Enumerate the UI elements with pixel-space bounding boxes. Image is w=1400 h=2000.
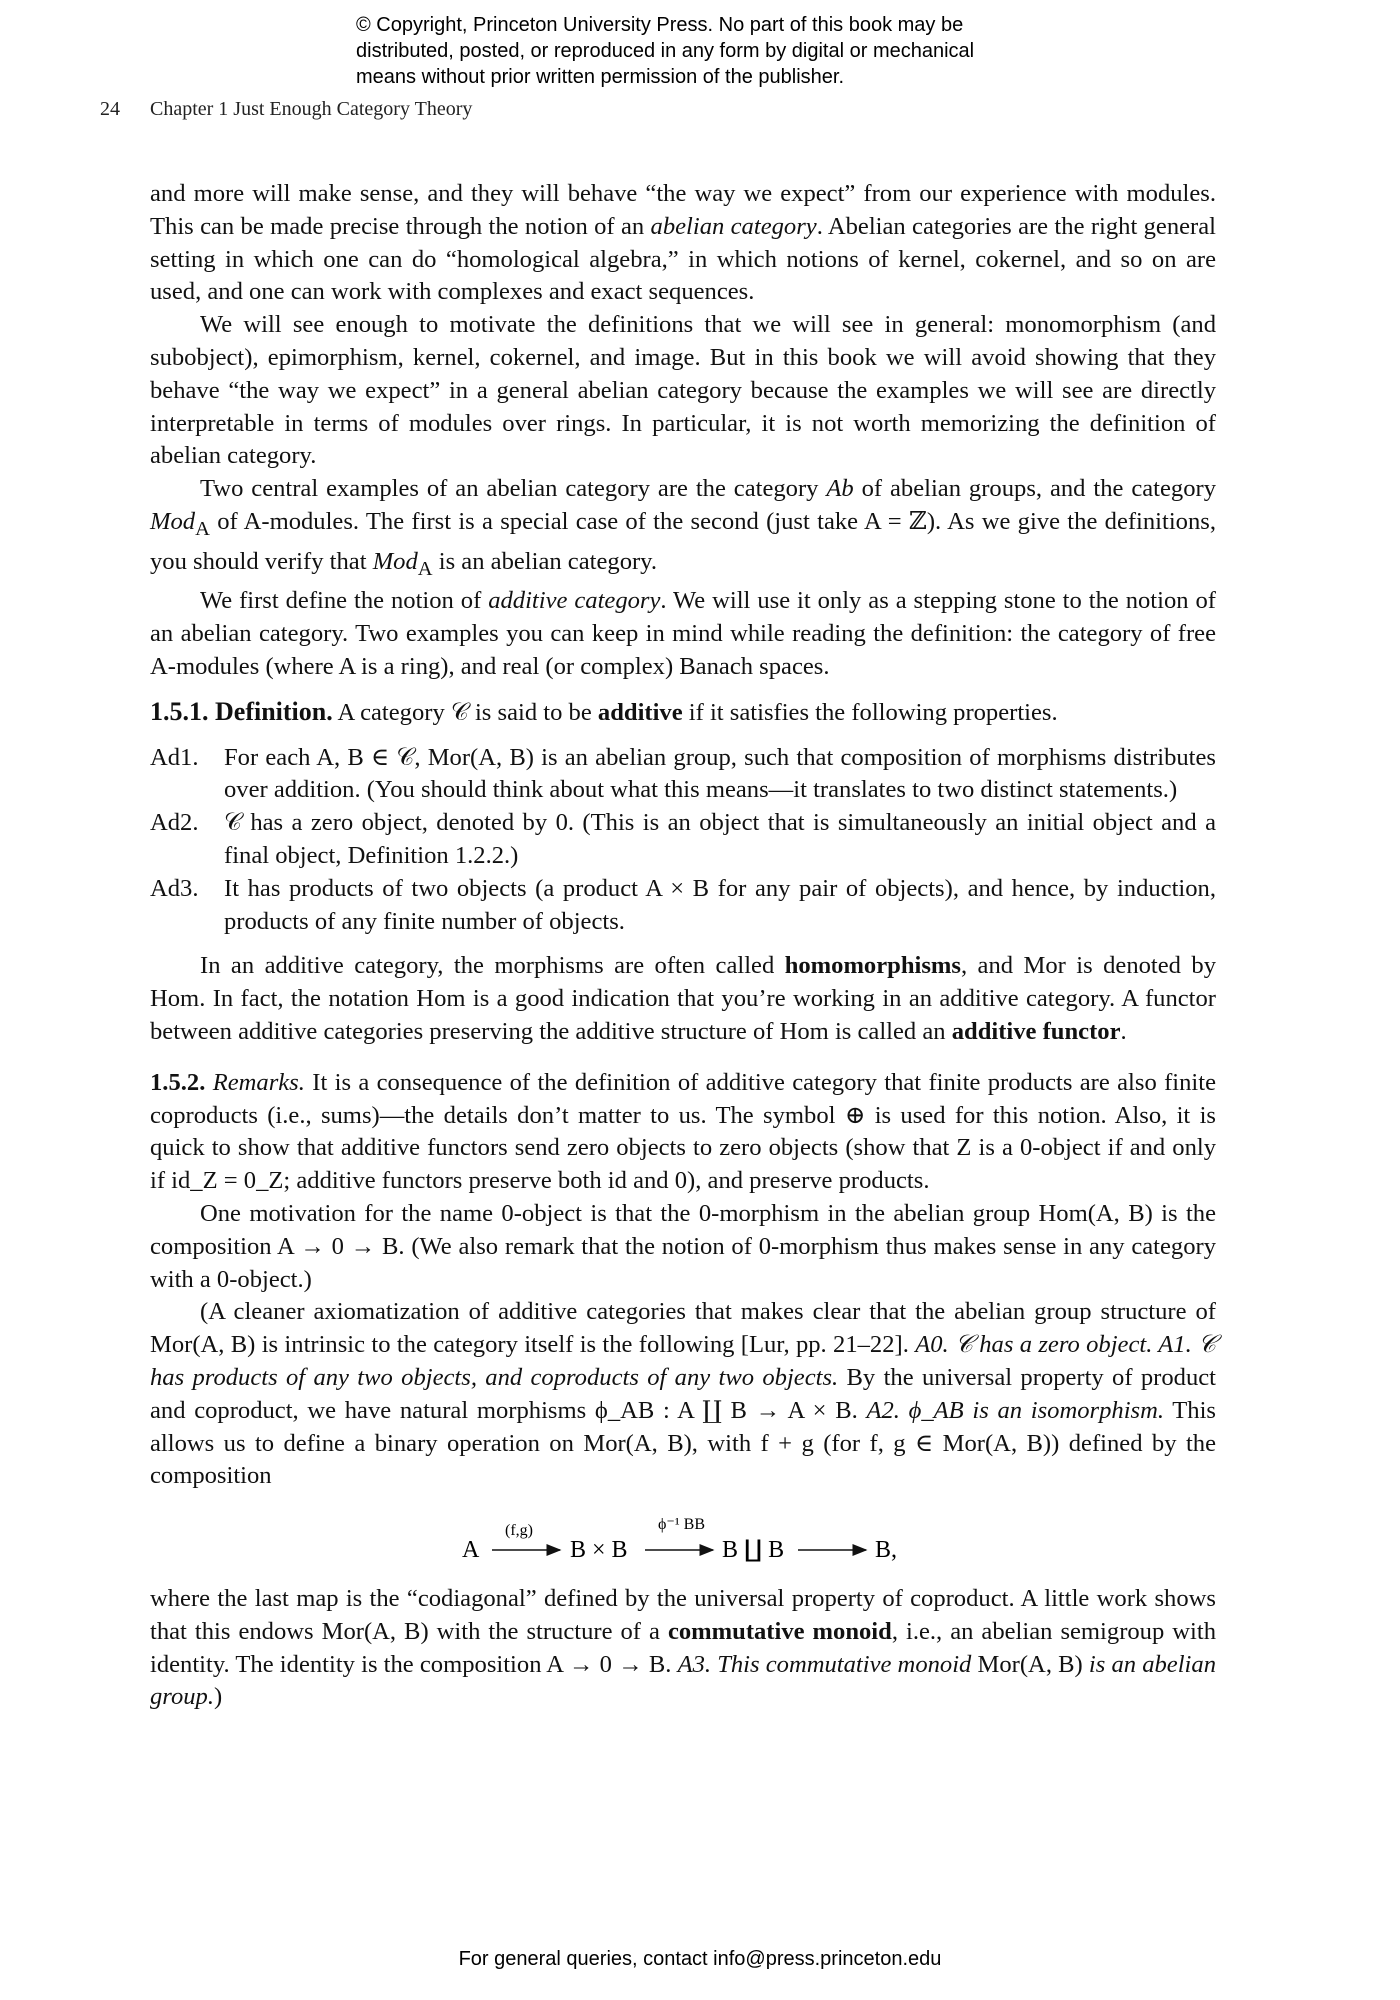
list-item: Ad1. For each A, B ∈ 𝒞, Mor(A, B) is an abelian group, such that composition of morphisms distributes over addition. (You should think about what this means—it translates to two distinct statements.) (150, 743, 1216, 804)
paragraph: In an additive category, the morphisms are often called homomorphisms, and Mor is denoted by Hom. In fact, the notation Hom is a good indication that you’re working in an additive category. A functor between additive categories preserving the additive structure of Hom is called an additive functor. (150, 952, 1217, 1045)
diagram-node: A (462, 1537, 480, 1564)
list-item: Ad3. It has products of two objects (a product A × B for any pair of objects), and hence, by induction, products of any finite number of objects. (150, 874, 1216, 935)
copyright-line: distributed, posted, or reproduced in any form by digital or mechanical (356, 40, 975, 62)
diagram-node: B × B (570, 1537, 628, 1564)
paragraph: One motivation for the name 0-object is that the 0-morphism in the abelian group Hom(A, B) is the composition A → 0 → B. (We also remark that the notion of 0-morphism thus makes sense in any category with a 0-object.) (150, 1199, 1216, 1293)
paragraph: Two central examples of an abelian category are the category Ab of abelian groups, and the category Mod$_A$ of A-modules. The first is a special case of the second (just take A = ℤ). As we give the definitions, you should verify that Mod$_A$ is an abelian category. (150, 475, 1216, 580)
copyright-line: © Copyright, Princeton University Press. No part of this book may be (356, 14, 964, 36)
paragraph: where the last map is the “codiagonal” defined by the universal property of coproduct. A little work shows that this endows Mor(A, B) with the structure of a commutative monoid, i.e., an abelian semigroup with identity. The identity is the composition A → 0 → B. A3. This commutative monoid Mor(A, B) is an abelian group.) (150, 1585, 1217, 1711)
remarks-paragraph: 1.5.2. Remarks. It is a consequence of the definition of additive category that finite products are also finite coproducts (i.e., sums)—the details don’t matter to us. The symbol ⊕ is used for this notion. Also, it is quick to show that additive functors send zero objects to zero objects (show that Z is a 0-object if and only if id_Z = 0_Z; additive functors preserve both id and 0), and preserve products. (150, 1068, 1216, 1195)
paragraph: We will see enough to motivate the definitions that we will see in general: monomorphism (and subobject), epimorphism, kernel, cokernel, and image. But in this book we will avoid showing that they behave “the way we expect” in a general abelian category because the examples we will see are directly interpretable in terms of modules over rings. In particular, it is not worth memorizing the definition of abelian category. (150, 311, 1216, 470)
paragraph: We first define the notion of additive category. We will use it only as a stepping stone to the notion of an abelian category. Two examples you can keep in mind while reading the definition: the category of free A-modules (where A is a ring), and real (or complex) Banach spaces. (150, 587, 1216, 680)
chapter-title: Chapter 1 Just Enough Category Theory (150, 98, 473, 120)
arrow-label: ϕ⁻¹ BB (658, 1516, 706, 1534)
page-body (150, 178, 1216, 1714)
diagram-node: B, (875, 1537, 898, 1564)
arrow-label: (f,g) (505, 1522, 533, 1540)
paragraph: (A cleaner axiomatization of additive categories that makes clear that the abelian group structure of Mor(A, B) is intrinsic to the category itself is the following [Lur, pp. 21–22]. A0. 𝒞 has a zero object. A1. 𝒞 has products of any two objects, and coproducts of any two objects. By the universal property of product and coproduct, we have natural morphisms ϕ_AB : A ∐ B → A × B. A2. ϕ_AB is an isomorphism. This allows us to define a binary operation on Mor(A, B), with f + g (for f, g ∈ Mor(A, B)) defined by the composition (150, 1298, 1217, 1490)
list-item: Ad2. 𝒞 has a zero object, denoted by 0. (This is an object that is simultaneously an initial object and a final object, Definition 1.2.2.) (150, 809, 1216, 869)
definition-heading: 1.5.1. Definition. A category 𝒞 is said to be additive if it satisfies the following properties. (150, 696, 1058, 726)
diagram-svg (150, 1493, 1216, 1583)
paragraph: and more will make sense, and they will behave “the way we expect” from our experience with modules. This can be made precise through the notion of an abelian category. Abelian categories are the right general setting in which one can do “homological algebra,” in which notions of kernel, cokernel, and so on are used, and one can work with complexes and exact sequences. (150, 180, 1216, 306)
footer-contact: For general queries, contact info@press.princeton.edu (458, 1948, 942, 1970)
diagram-node: B ∐ B (722, 1537, 785, 1564)
copyright-line: means without prior written permission of the publisher. (356, 66, 845, 88)
running-head (100, 98, 472, 121)
copyright-notice (356, 12, 1116, 90)
composition-diagram (150, 1493, 1216, 1583)
page-number: 24 (100, 98, 120, 120)
